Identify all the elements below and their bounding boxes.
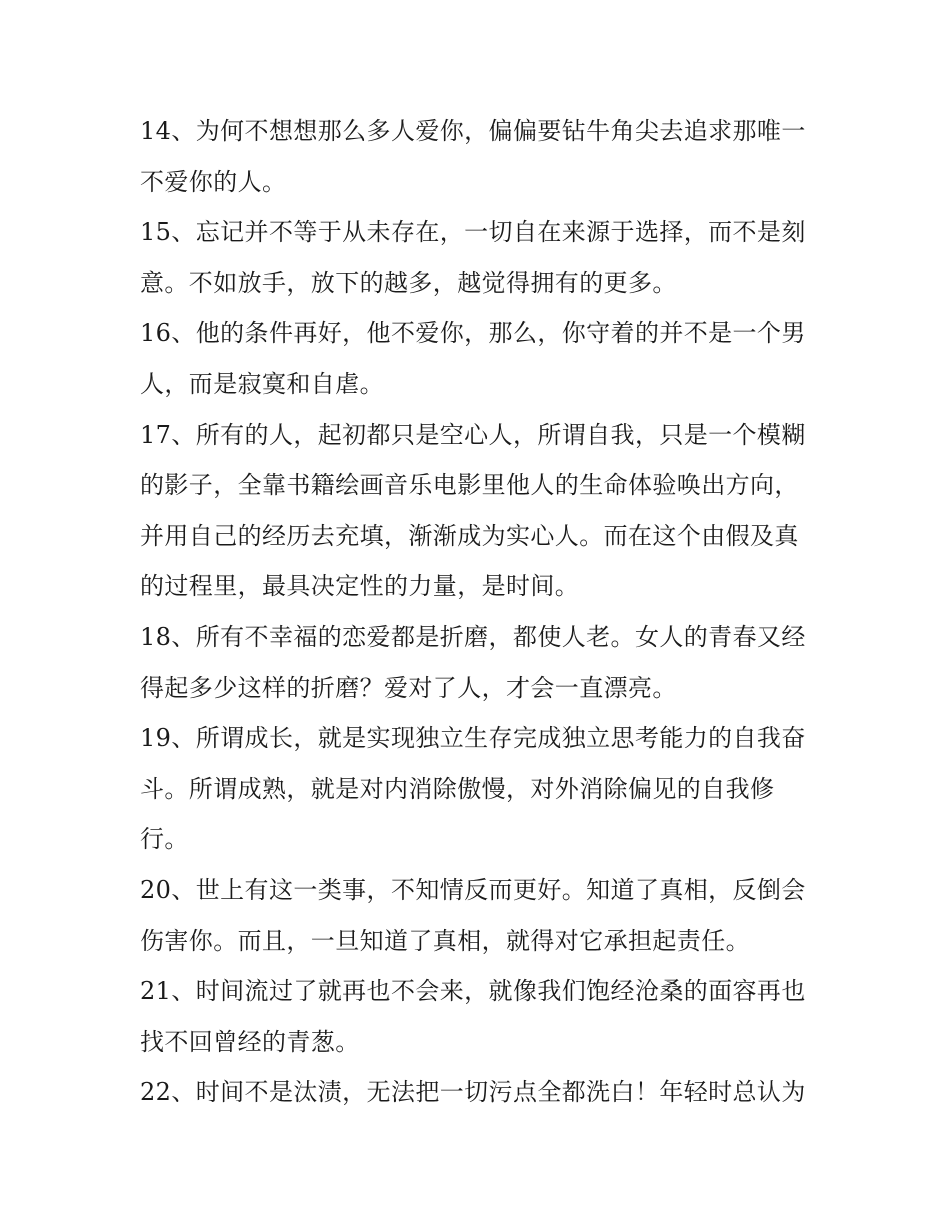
text-line: 21、时间流过了就再也不会来，就像我们饱经沧桑的面容再也 bbox=[140, 977, 806, 1006]
text-line: 行。 bbox=[140, 825, 189, 854]
paragraph-21 bbox=[140, 966, 820, 1067]
text-line: 14、为何不想想那么多人爱你，偏偏要钻牛角尖去追求那唯一 bbox=[140, 117, 806, 145]
paragraph-19 bbox=[140, 713, 820, 865]
text-line: 15、忘记并不等于从未存在，一切自在来源于选择，而不是刻 bbox=[140, 218, 806, 247]
paragraph-22 bbox=[140, 1067, 820, 1118]
paragraph-16 bbox=[140, 308, 820, 409]
text-line: 意。不如放手，放下的越多，越觉得拥有的更多。 bbox=[140, 268, 677, 297]
text-line: 18、所有不幸福的恋爱都是折磨，都使人老。女人的青春又经 bbox=[140, 622, 806, 651]
text-line: 的影子，全靠书籍绘画音乐电影里他人的生命体验唤出方向， bbox=[140, 471, 799, 500]
text-line: 的过程里，最具决定性的力量，是时间。 bbox=[140, 572, 580, 601]
text-line: 伤害你。而且，一旦知道了真相，就得对它承担起责任。 bbox=[140, 926, 750, 955]
text-line: 人，而是寂寞和自虐。 bbox=[140, 369, 384, 398]
text-line: 20、世上有这一类事，不知情反而更好。知道了真相，反倒会 bbox=[140, 875, 806, 904]
text-line: 找不回曾经的青葱。 bbox=[140, 1027, 360, 1056]
paragraph-14 bbox=[140, 106, 820, 207]
paragraph-15 bbox=[140, 207, 820, 308]
text-line: 不爱你的人。 bbox=[140, 167, 287, 196]
text-line: 22、时间不是汰渍，无法把一切污点全都洗白！年轻时总认为 bbox=[140, 1078, 806, 1107]
text-line: 并用自己的经历去充填，渐渐成为实心人。而在这个由假及真 bbox=[140, 521, 799, 550]
paragraph-20 bbox=[140, 865, 820, 966]
text-line: 得起多少这样的折磨？爱对了人，才会一直漂亮。 bbox=[140, 673, 677, 702]
text-line: 17、所有的人，起初都只是空心人，所谓自我，只是一个模糊 bbox=[140, 420, 806, 449]
document-body bbox=[140, 106, 820, 1118]
text-line: 19、所谓成长，就是实现独立生存完成独立思考能力的自我奋 bbox=[140, 724, 806, 753]
paragraph-18 bbox=[140, 612, 820, 713]
paragraph-17 bbox=[140, 410, 820, 612]
text-line: 斗。所谓成熟，就是对内消除傲慢，对外消除偏见的自我修 bbox=[140, 774, 775, 803]
text-line: 16、他的条件再好，他不爱你，那么，你守着的并不是一个男 bbox=[140, 319, 806, 348]
